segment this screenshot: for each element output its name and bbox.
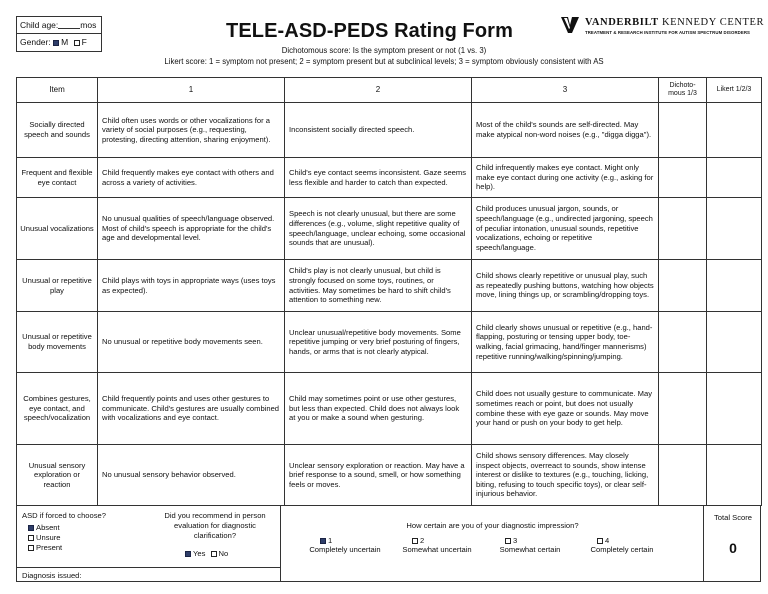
table-row (17, 373, 762, 445)
row-desc-3: Child clearly shows unusual or repetitive (e.g., hand-flapping, posturing or tensing upper body, toe-walking, facial grimacing, hand/finger mannerisms) repetitive running/walking/spinning/jumping. (472, 312, 659, 373)
col-header-2: 2 (285, 78, 472, 103)
child-age-input[interactable] (58, 19, 80, 29)
row-likert-score[interactable] (707, 103, 762, 158)
row-dichotomous-score[interactable] (659, 198, 707, 260)
certainty-1-num: 1 (328, 536, 333, 545)
row-desc-1: No unusual qualities of speech/language observed. Most of child's speech is appropriate for the child's age and developmental level. (98, 198, 285, 260)
certainty-3-num: 3 (513, 536, 518, 545)
asd-absent-checkbox[interactable] (28, 525, 34, 531)
diagnosis-label: Diagnosis issued: (22, 571, 82, 580)
dichotomous-note: Dichotomous score: Is the symptom present or not (1 vs. 3) (281, 46, 487, 55)
asd-absent-label: Absent (36, 523, 60, 532)
asd-option-unsure[interactable] (28, 533, 60, 542)
asd-present-checkbox[interactable] (28, 545, 34, 551)
row-likert-score[interactable] (707, 260, 762, 312)
eval-no-checkbox[interactable] (211, 551, 217, 557)
table-header-row (17, 78, 762, 103)
row-item: Unusual vocalizations (17, 198, 98, 260)
asd-unsure-checkbox[interactable] (28, 535, 34, 541)
row-item: Frequent and flexible eye contact (17, 158, 98, 198)
eval-yes-checkbox[interactable] (185, 551, 191, 557)
child-age-unit: mos (80, 20, 97, 30)
row-desc-3: Child shows sensory differences. May closely inspect objects, overreact to sounds, show intense interest or dislike to textures (e.g., touching, licking, biting, refusing to touch specific toys), or clear self-injurious behavior. (472, 445, 659, 506)
row-desc-3: Child produces unusual jargon, sounds, or speech/language (e.g., undirected jargoning, speech of peculiar intonation, unusual sounds, repetitive vocalizations, echoing or repetitive speech/language. (472, 198, 659, 260)
row-likert-score[interactable] (707, 445, 762, 506)
likert-note: Likert score: 1 = symptom not present; 2 = symptom present but at subclinical levels; 3 = symptom obviously consistent with AS (164, 57, 604, 66)
row-likert-score[interactable] (707, 198, 762, 260)
table-row (17, 158, 762, 198)
table-row (17, 445, 762, 506)
eval-question: Did you recommend in person evaluation for diagnostic clarification? (164, 511, 266, 540)
row-dichotomous-score[interactable] (659, 312, 707, 373)
col-header-dichotomous: Dichoto-mous 1/3 (659, 78, 707, 103)
logo-name-rest: KENNEDY CENTER (661, 17, 765, 28)
eval-yes-label: Yes (193, 549, 206, 558)
col-header-3: 3 (472, 78, 659, 103)
row-desc-1: No unusual sensory behavior observed. (98, 445, 285, 506)
row-likert-score[interactable] (707, 312, 762, 373)
certainty-1-label: Completely uncertain (309, 545, 381, 555)
form-title: TELE-ASD-PEDS Rating Form (226, 20, 513, 42)
row-desc-3: Child infrequently makes eye contact. Might only make eye contact during one activity (e.g., asking for help). (472, 158, 659, 198)
gender-m-label: M (61, 37, 69, 47)
asd-decision-panel (17, 505, 281, 567)
row-item: Socially directed speech and sounds (17, 103, 98, 158)
row-desc-3: Child shows clearly repetitive or unusual play, such as repeatedly pushing buttons, watching how objects move, lining things up, or scrambling/dropping toys. (472, 260, 659, 312)
row-dichotomous-score[interactable] (659, 445, 707, 506)
row-item: Unusual sensory exploration or reaction (17, 445, 98, 506)
row-desc-2: Child's eye contact seems inconsistent. Gaze seems less flexible and harder to catch than expected. (285, 158, 472, 198)
row-desc-1: Child plays with toys in appropriate ways (uses toys as expected). (98, 260, 285, 312)
certainty-option-2[interactable] (392, 536, 482, 555)
certainty-3-label: Somewhat certain (499, 545, 561, 555)
row-desc-2: Speech is not clearly unusual, but there are some differences (e.g., volume, slight repetitive quality of speech/language, unclear echoing, some occasional sounds that are unusual). (285, 198, 472, 260)
vanderbilt-v-icon (561, 16, 579, 34)
row-item: Combines gestures, eye contact, and speech/vocalization (17, 373, 98, 445)
certainty-option-1[interactable] (300, 536, 390, 555)
row-desc-1: Child often uses words or other vocalizations for a variety of social purposes (e.g., requesting, protesting, directing attention, sharing enjoyment). (98, 103, 285, 158)
certainty-panel (281, 505, 704, 582)
row-likert-score[interactable] (707, 373, 762, 445)
row-desc-2: Child's play is not clearly unusual, but child is strongly focused on some toys, routines, or activities. May sometimes be hard to shift child's attention to something new. (285, 260, 472, 312)
certainty-4-label: Completely certain (590, 545, 654, 555)
certainty-4-checkbox[interactable] (597, 538, 603, 544)
total-score-panel (704, 505, 762, 582)
logo-name-bold: VANDERBILT (585, 17, 659, 28)
row-dichotomous-score[interactable] (659, 373, 707, 445)
row-item: Unusual or repetitive play (17, 260, 98, 312)
certainty-option-3[interactable] (485, 536, 575, 555)
table-row (17, 260, 762, 312)
row-desc-3: Child does not usually gesture to communicate. May sometimes reach or point, but does not usually combine these with eye gaze or sounds. May move your hand or push on your body to get help. (472, 373, 659, 445)
row-desc-1: Child frequently makes eye contact with others and across a variety of activities. (98, 158, 285, 198)
certainty-1-checkbox[interactable] (320, 538, 326, 544)
eval-no-label: No (218, 549, 229, 558)
row-likert-score[interactable] (707, 158, 762, 198)
child-age-row (17, 17, 101, 34)
gender-f-label: F (81, 37, 87, 47)
row-dichotomous-score[interactable] (659, 103, 707, 158)
asd-option-absent[interactable] (28, 523, 60, 532)
table-row (17, 103, 762, 158)
asd-unsure-label: Unsure (36, 533, 61, 542)
row-desc-1: No unusual or repetitive body movements seen. (98, 312, 285, 373)
certainty-2-label: Somewhat uncertain (402, 545, 472, 555)
certainty-2-checkbox[interactable] (412, 538, 418, 544)
certainty-2-num: 2 (420, 536, 425, 545)
row-desc-2: Inconsistent socially directed speech. (285, 103, 472, 158)
asd-question: ASD if forced to choose? (22, 511, 106, 520)
gender-label: Gender: (20, 37, 51, 47)
summary-section (16, 505, 761, 582)
total-score-value: 0 (729, 539, 737, 556)
row-dichotomous-score[interactable] (659, 158, 707, 198)
certainty-option-4[interactable] (577, 536, 667, 555)
rating-table (16, 77, 762, 506)
certainty-question: How certain are you of your diagnostic impression? (406, 521, 579, 530)
col-header-likert: Likert 1/2/3 (707, 78, 762, 103)
row-desc-2: Child may sometimes point or use other gestures, but less than expected. Child does not always look at you or make a sound when gesturing. (285, 373, 472, 445)
certainty-4-num: 4 (605, 536, 610, 545)
col-header-item: Item (17, 78, 98, 103)
logo-tagline: TREATMENT & RESEARCH INSTITUTE FOR AUTISM SPECTRUM DISORDERS (585, 30, 750, 35)
row-item: Unusual or repetitive body movements (17, 312, 98, 373)
row-dichotomous-score[interactable] (659, 260, 707, 312)
eval-options (185, 549, 228, 558)
certainty-3-checkbox[interactable] (505, 538, 511, 544)
row-desc-2: Unclear sensory exploration or reaction. May have a brief response to a sound, smell, or how something feels or moves. (285, 445, 472, 506)
table-row (17, 198, 762, 260)
total-score-label: Total Score (714, 513, 752, 522)
child-age-label: Child age: (20, 20, 59, 30)
row-desc-1: Child frequently points and uses other gestures to communicate. Child's gestures are usually combined with vocalizations and eye contact. (98, 373, 285, 445)
logo-name (585, 17, 764, 28)
diagnosis-issued-field[interactable] (17, 567, 281, 582)
row-desc-3: Most of the child's sounds are self-directed. May make atypical non-word noises (e.g., "digga digga"). (472, 103, 659, 158)
col-header-1: 1 (98, 78, 285, 103)
vanderbilt-logo (561, 16, 765, 40)
asd-present-label: Present (36, 543, 63, 552)
table-row (17, 312, 762, 373)
row-desc-2: Unclear unusual/repetitive body movements. Some repetitive jumping or very brief posturing of fingers, hands, or arms that is not clearly atypical. (285, 312, 472, 373)
asd-option-present[interactable] (28, 543, 62, 552)
